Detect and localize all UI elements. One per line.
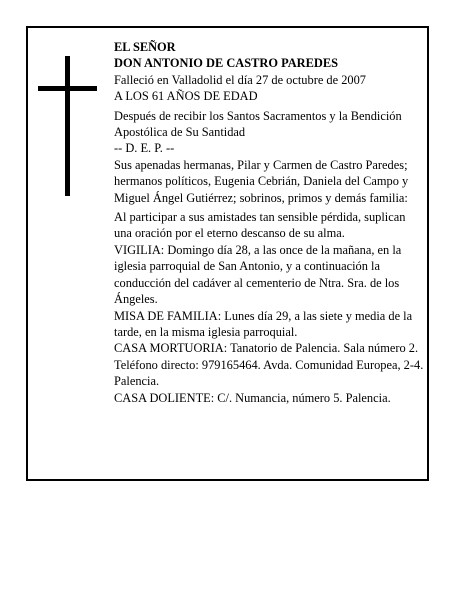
prayer-paragraph: Al participar a sus amistades tan sensible pérdida, suplican una oración por el eterno descanso de su alma. [114, 210, 406, 241]
obituary-text [114, 39, 424, 406]
mourning-house-paragraph: CASA DOLIENTE: C/. Numancia, número 5. Palencia. [114, 390, 391, 405]
vigil-paragraph: VIGILIA: Domingo día 28, a las once de la mañana, en la iglesia parroquial de San Antonio, y a continuación la conducción del cadáver al cementerio de Ntra. Sra. de los Ángeles. [114, 242, 402, 307]
family-mass-paragraph: MISA DE FAMILIA: Lunes día 29, a las siete y media de la tarde, en la misma iglesia parroquial. [114, 308, 413, 339]
cross-horizontal-bar [38, 86, 97, 91]
sacraments-line: Después de recibir los Santos Sacramentos y la Bendición Apostólica de Su Santidad [114, 108, 402, 140]
notice-title: EL SEÑOR [114, 40, 176, 54]
cross-vertical-bar [65, 56, 70, 196]
rip-line: -- D. E. P. -- [114, 141, 175, 156]
death-info: Falleció en Valladolid el día 27 de octubre de 2007 [114, 72, 366, 87]
age-line: A LOS 61 AÑOS DE EDAD [114, 89, 258, 104]
funeral-home-paragraph: CASA MORTUORIA: Tanatorio de Palencia. Sala número 2. Teléfono directo: 979165464. Avda. Comunidad Europea, 2-4. Palencia. [114, 341, 424, 389]
deceased-name: DON ANTONIO DE CASTRO PAREDES [114, 56, 338, 71]
family-paragraph: Sus apenadas hermanas, Pilar y Carmen de Castro Paredes; hermanos políticos, Eugenia Cebrián, Daniela del Campo y Miguel Ángel Gutiérrez; sobrinos, primos y demás familia: [114, 157, 409, 205]
